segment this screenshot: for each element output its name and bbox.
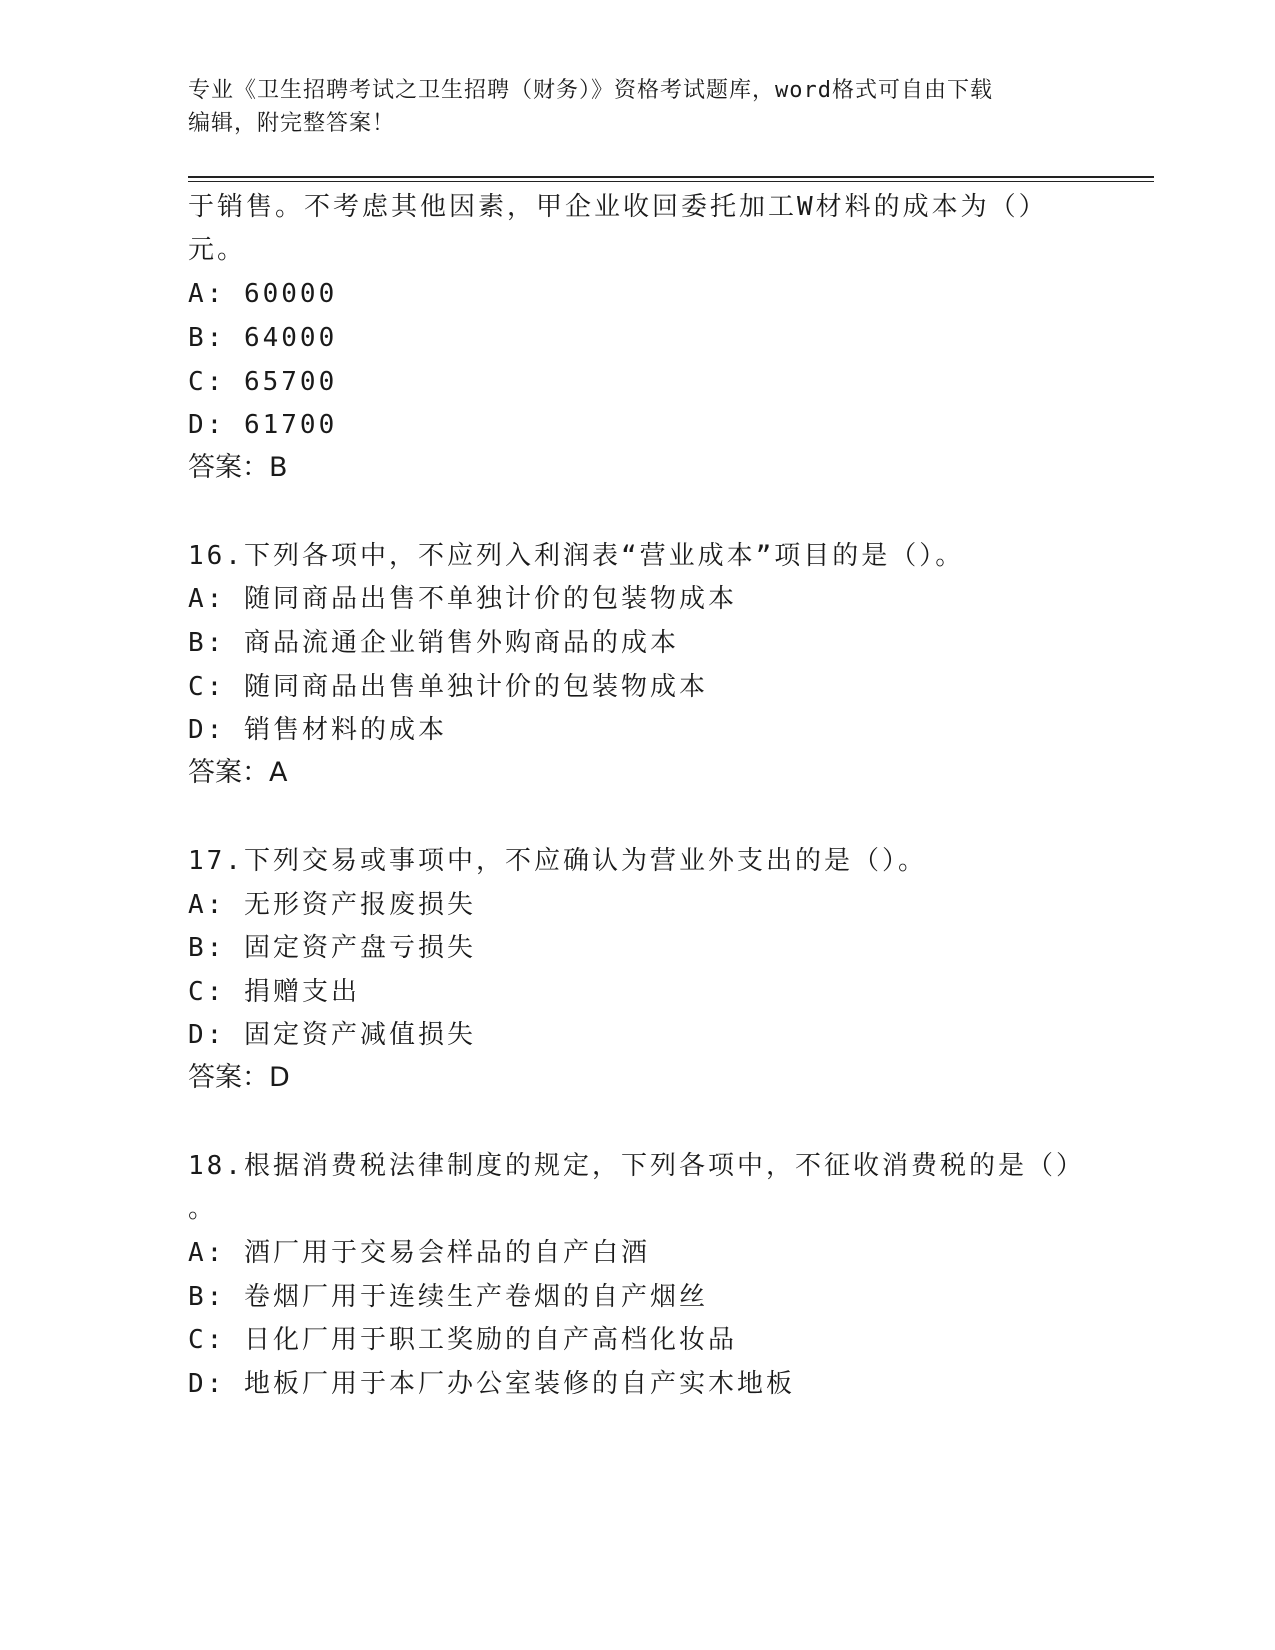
q17-option-b: B: 固定资产盘亏损失 xyxy=(188,933,476,963)
header-line-2: 编辑，附完整答案！ xyxy=(188,111,396,136)
q15-option-c: C: 65700 xyxy=(188,367,338,397)
q16-stem: 16.下列各项中，不应列入利润表“营业成本”项目的是（）。 xyxy=(188,541,965,571)
q18-option-b: B: 卷烟厂用于连续生产卷烟的自产烟丝 xyxy=(188,1282,708,1312)
q18-stem-line-2: 。 xyxy=(188,1194,218,1224)
header-divider-thick xyxy=(188,176,1154,178)
q16-option-d: D: 销售材料的成本 xyxy=(188,715,447,745)
header-divider-thin xyxy=(188,181,1154,182)
q16-answer: 答案：A xyxy=(188,757,288,788)
q15-option-b: B: 64000 xyxy=(188,323,338,353)
q18-option-d: D: 地板厂用于本厂办公室装修的自产实木地板 xyxy=(188,1369,795,1399)
q18-option-a: A: 酒厂用于交易会样品的自产白酒 xyxy=(188,1238,650,1268)
q16-option-a: A: 随同商品出售不单独计价的包装物成本 xyxy=(188,584,737,614)
q18-option-c: C: 日化厂用于职工奖励的自产高档化妆品 xyxy=(188,1325,737,1355)
q18-stem-line-1: 18.根据消费税法律制度的规定，下列各项中，不征收消费税的是（） xyxy=(188,1151,1085,1181)
q15-stem-line-1: 于销售。不考虑其他因素，甲企业收回委托加工W材料的成本为（） xyxy=(188,192,1048,222)
q15-option-a: A: 60000 xyxy=(188,279,338,309)
q17-option-d: D: 固定资产减值损失 xyxy=(188,1020,476,1050)
q16-option-c: C: 随同商品出售单独计价的包装物成本 xyxy=(188,672,708,702)
q17-option-a: A: 无形资产报废损失 xyxy=(188,890,476,920)
page-header xyxy=(188,74,1088,140)
q17-answer: 答案：D xyxy=(188,1062,290,1093)
q17-option-c: C: 捐赠支出 xyxy=(188,977,360,1007)
q16-option-b: B: 商品流通企业销售外购商品的成本 xyxy=(188,628,679,658)
q17-stem: 17.下列交易或事项中，不应确认为营业外支出的是（）。 xyxy=(188,846,927,876)
header-line-1: 专业《卫生招聘考试之卫生招聘（财务）》资格考试题库，word格式可自由下载 xyxy=(188,78,993,103)
q15-option-d: D: 61700 xyxy=(188,410,338,440)
q15-stem-line-2: 元。 xyxy=(188,235,247,265)
q15-answer: 答案：B xyxy=(188,452,288,483)
